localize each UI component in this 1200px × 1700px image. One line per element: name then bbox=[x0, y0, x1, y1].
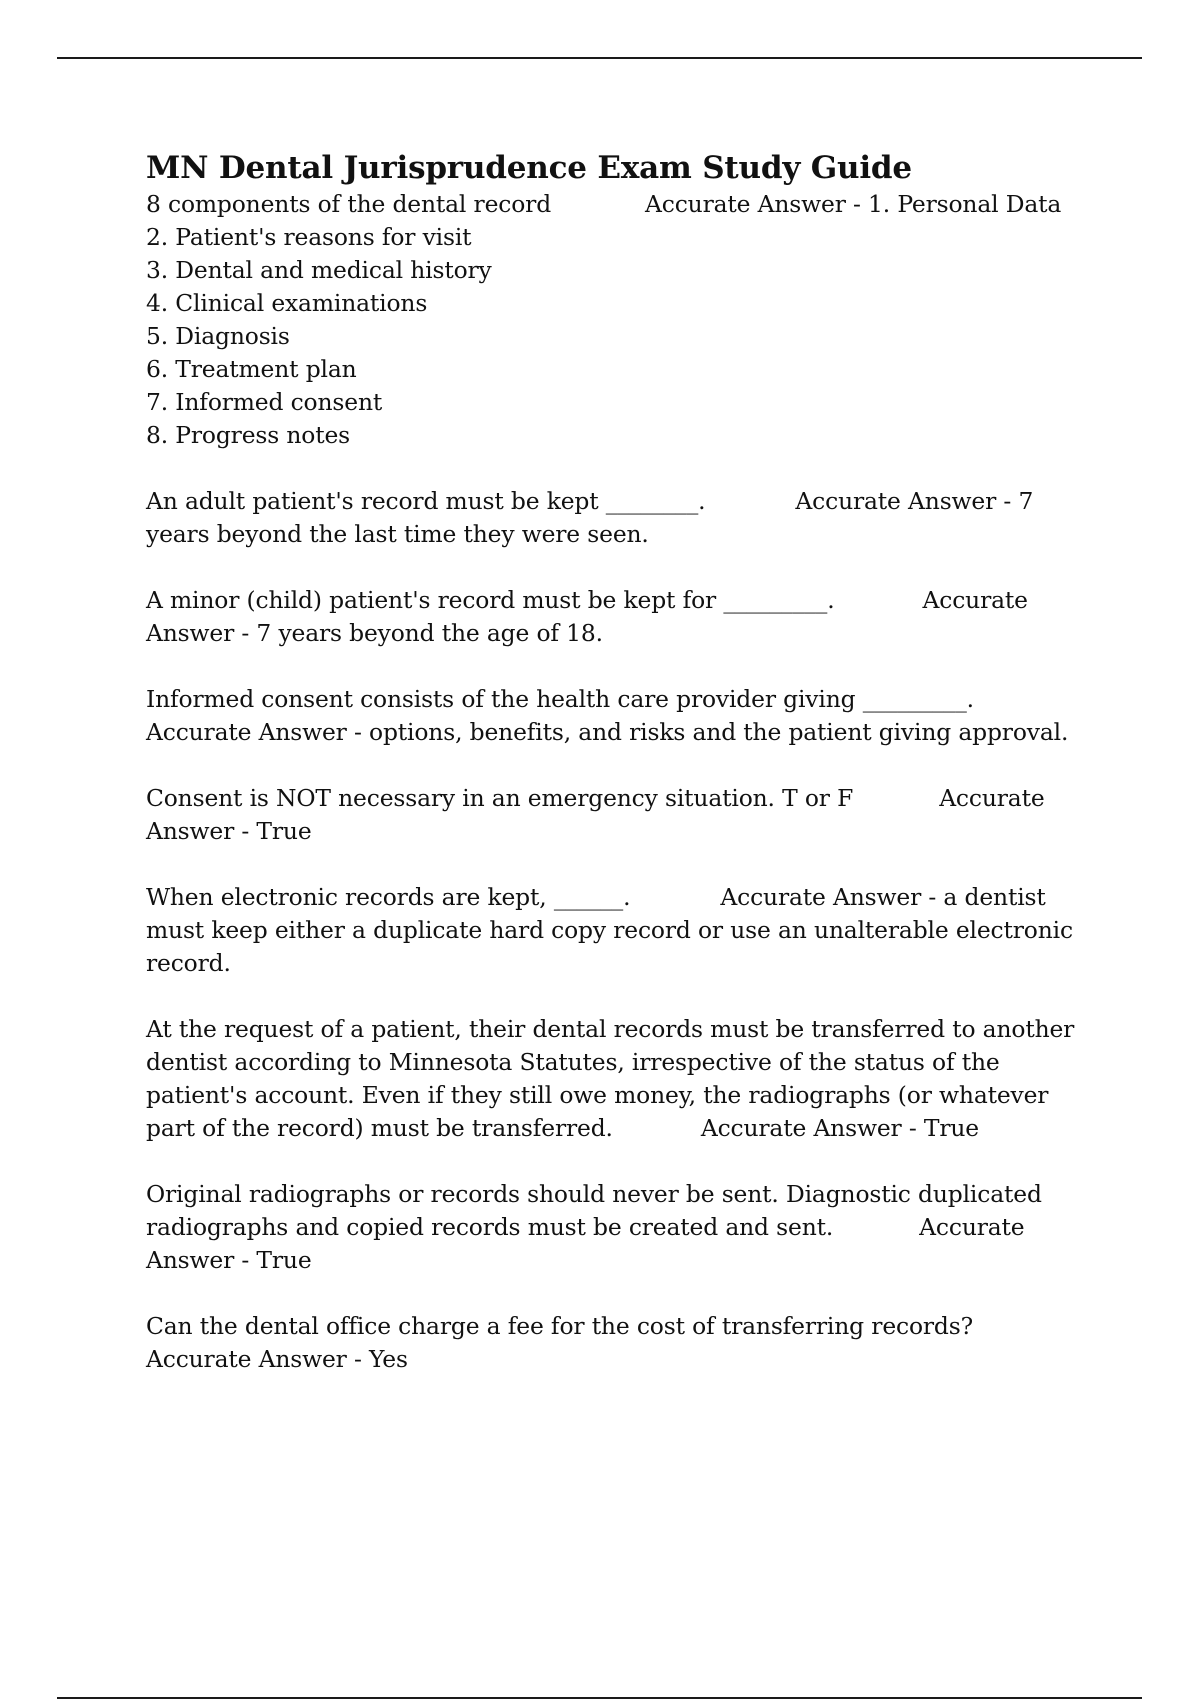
question-text: A minor (child) patient's record must be kept for _________. bbox=[146, 586, 835, 614]
page-title: MN Dental Jurisprudence Exam Study Guide bbox=[146, 150, 912, 186]
text-line: Original radiographs or records should never be sent. Diagnostic duplicated bbox=[146, 1180, 1042, 1208]
qa-block-record-transfer bbox=[146, 1013, 1086, 1145]
qa-block-informed-consent bbox=[146, 683, 1086, 749]
answer-text: Accurate Answer - a dentist bbox=[720, 883, 1046, 911]
top-rule bbox=[57, 57, 1142, 59]
text-line bbox=[146, 1211, 1086, 1244]
text-line: record. bbox=[146, 949, 231, 977]
text-line: 8. Progress notes bbox=[146, 421, 351, 449]
text-line bbox=[146, 188, 1086, 221]
text-line: 3. Dental and medical history bbox=[146, 256, 492, 284]
text-line bbox=[146, 782, 1086, 815]
answer-text: Accurate bbox=[919, 1213, 1025, 1241]
text-line: Answer - 7 years beyond the age of 18. bbox=[146, 619, 603, 647]
text-line: patient's account. Even if they still owe money, the radiographs (or whatever bbox=[146, 1081, 1049, 1109]
qa-block-electronic-records bbox=[146, 881, 1086, 980]
text-line: Informed consent consists of the health care provider giving _________. bbox=[146, 685, 974, 713]
text-line bbox=[146, 881, 1086, 914]
qa-block-emergency-consent bbox=[146, 782, 1086, 848]
answer-text: Accurate bbox=[922, 586, 1028, 614]
answer-text: Accurate bbox=[939, 784, 1045, 812]
text-line: At the request of a patient, their dental records must be transferred to another bbox=[146, 1015, 1075, 1043]
bottom-rule bbox=[57, 1697, 1142, 1699]
text-line: 7. Informed consent bbox=[146, 388, 383, 416]
qa-block-dental-record-components bbox=[146, 188, 1086, 452]
text-line: Accurate Answer - Yes bbox=[146, 1345, 408, 1373]
answer-text: Accurate Answer - True bbox=[700, 1114, 979, 1142]
text-line: Can the dental office charge a fee for the cost of transferring records? bbox=[146, 1312, 973, 1340]
text-line: 4. Clinical examinations bbox=[146, 289, 428, 317]
text-line: years beyond the last time they were seen. bbox=[146, 520, 649, 548]
text-line: Answer - True bbox=[146, 817, 312, 845]
qa-block-minor-record bbox=[146, 584, 1086, 650]
document-body bbox=[146, 150, 1086, 1409]
text-line bbox=[146, 485, 1086, 518]
answer-text: Accurate Answer - 1. Personal Data bbox=[645, 190, 1062, 218]
text-line: 5. Diagnosis bbox=[146, 322, 290, 350]
text-line: Answer - True bbox=[146, 1246, 312, 1274]
qa-block-adult-record bbox=[146, 485, 1086, 551]
qa-block-transfer-fee bbox=[146, 1310, 1086, 1376]
question-text: Consent is NOT necessary in an emergency situation. T or F bbox=[146, 784, 854, 812]
text-line bbox=[146, 584, 1086, 617]
text-line: must keep either a duplicate hard copy record or use an unalterable electronic bbox=[146, 916, 1073, 944]
text-line bbox=[146, 1112, 1086, 1145]
text-line: Accurate Answer - options, benefits, and risks and the patient giving approval. bbox=[146, 718, 1069, 746]
question-text: When electronic records are kept, ______. bbox=[146, 883, 631, 911]
question-text: part of the record) must be transferred. bbox=[146, 1114, 613, 1142]
text-line: dentist according to Minnesota Statutes, irrespective of the status of the bbox=[146, 1048, 1000, 1076]
text-line: 2. Patient's reasons for visit bbox=[146, 223, 472, 251]
qa-block-original-radiographs bbox=[146, 1178, 1086, 1277]
question-text: An adult patient's record must be kept ________. bbox=[146, 487, 706, 515]
question-text: radiographs and copied records must be created and sent. bbox=[146, 1213, 834, 1241]
text-line: 6. Treatment plan bbox=[146, 355, 357, 383]
question-text: 8 components of the dental record bbox=[146, 190, 552, 218]
answer-text: Accurate Answer - 7 bbox=[795, 487, 1034, 515]
